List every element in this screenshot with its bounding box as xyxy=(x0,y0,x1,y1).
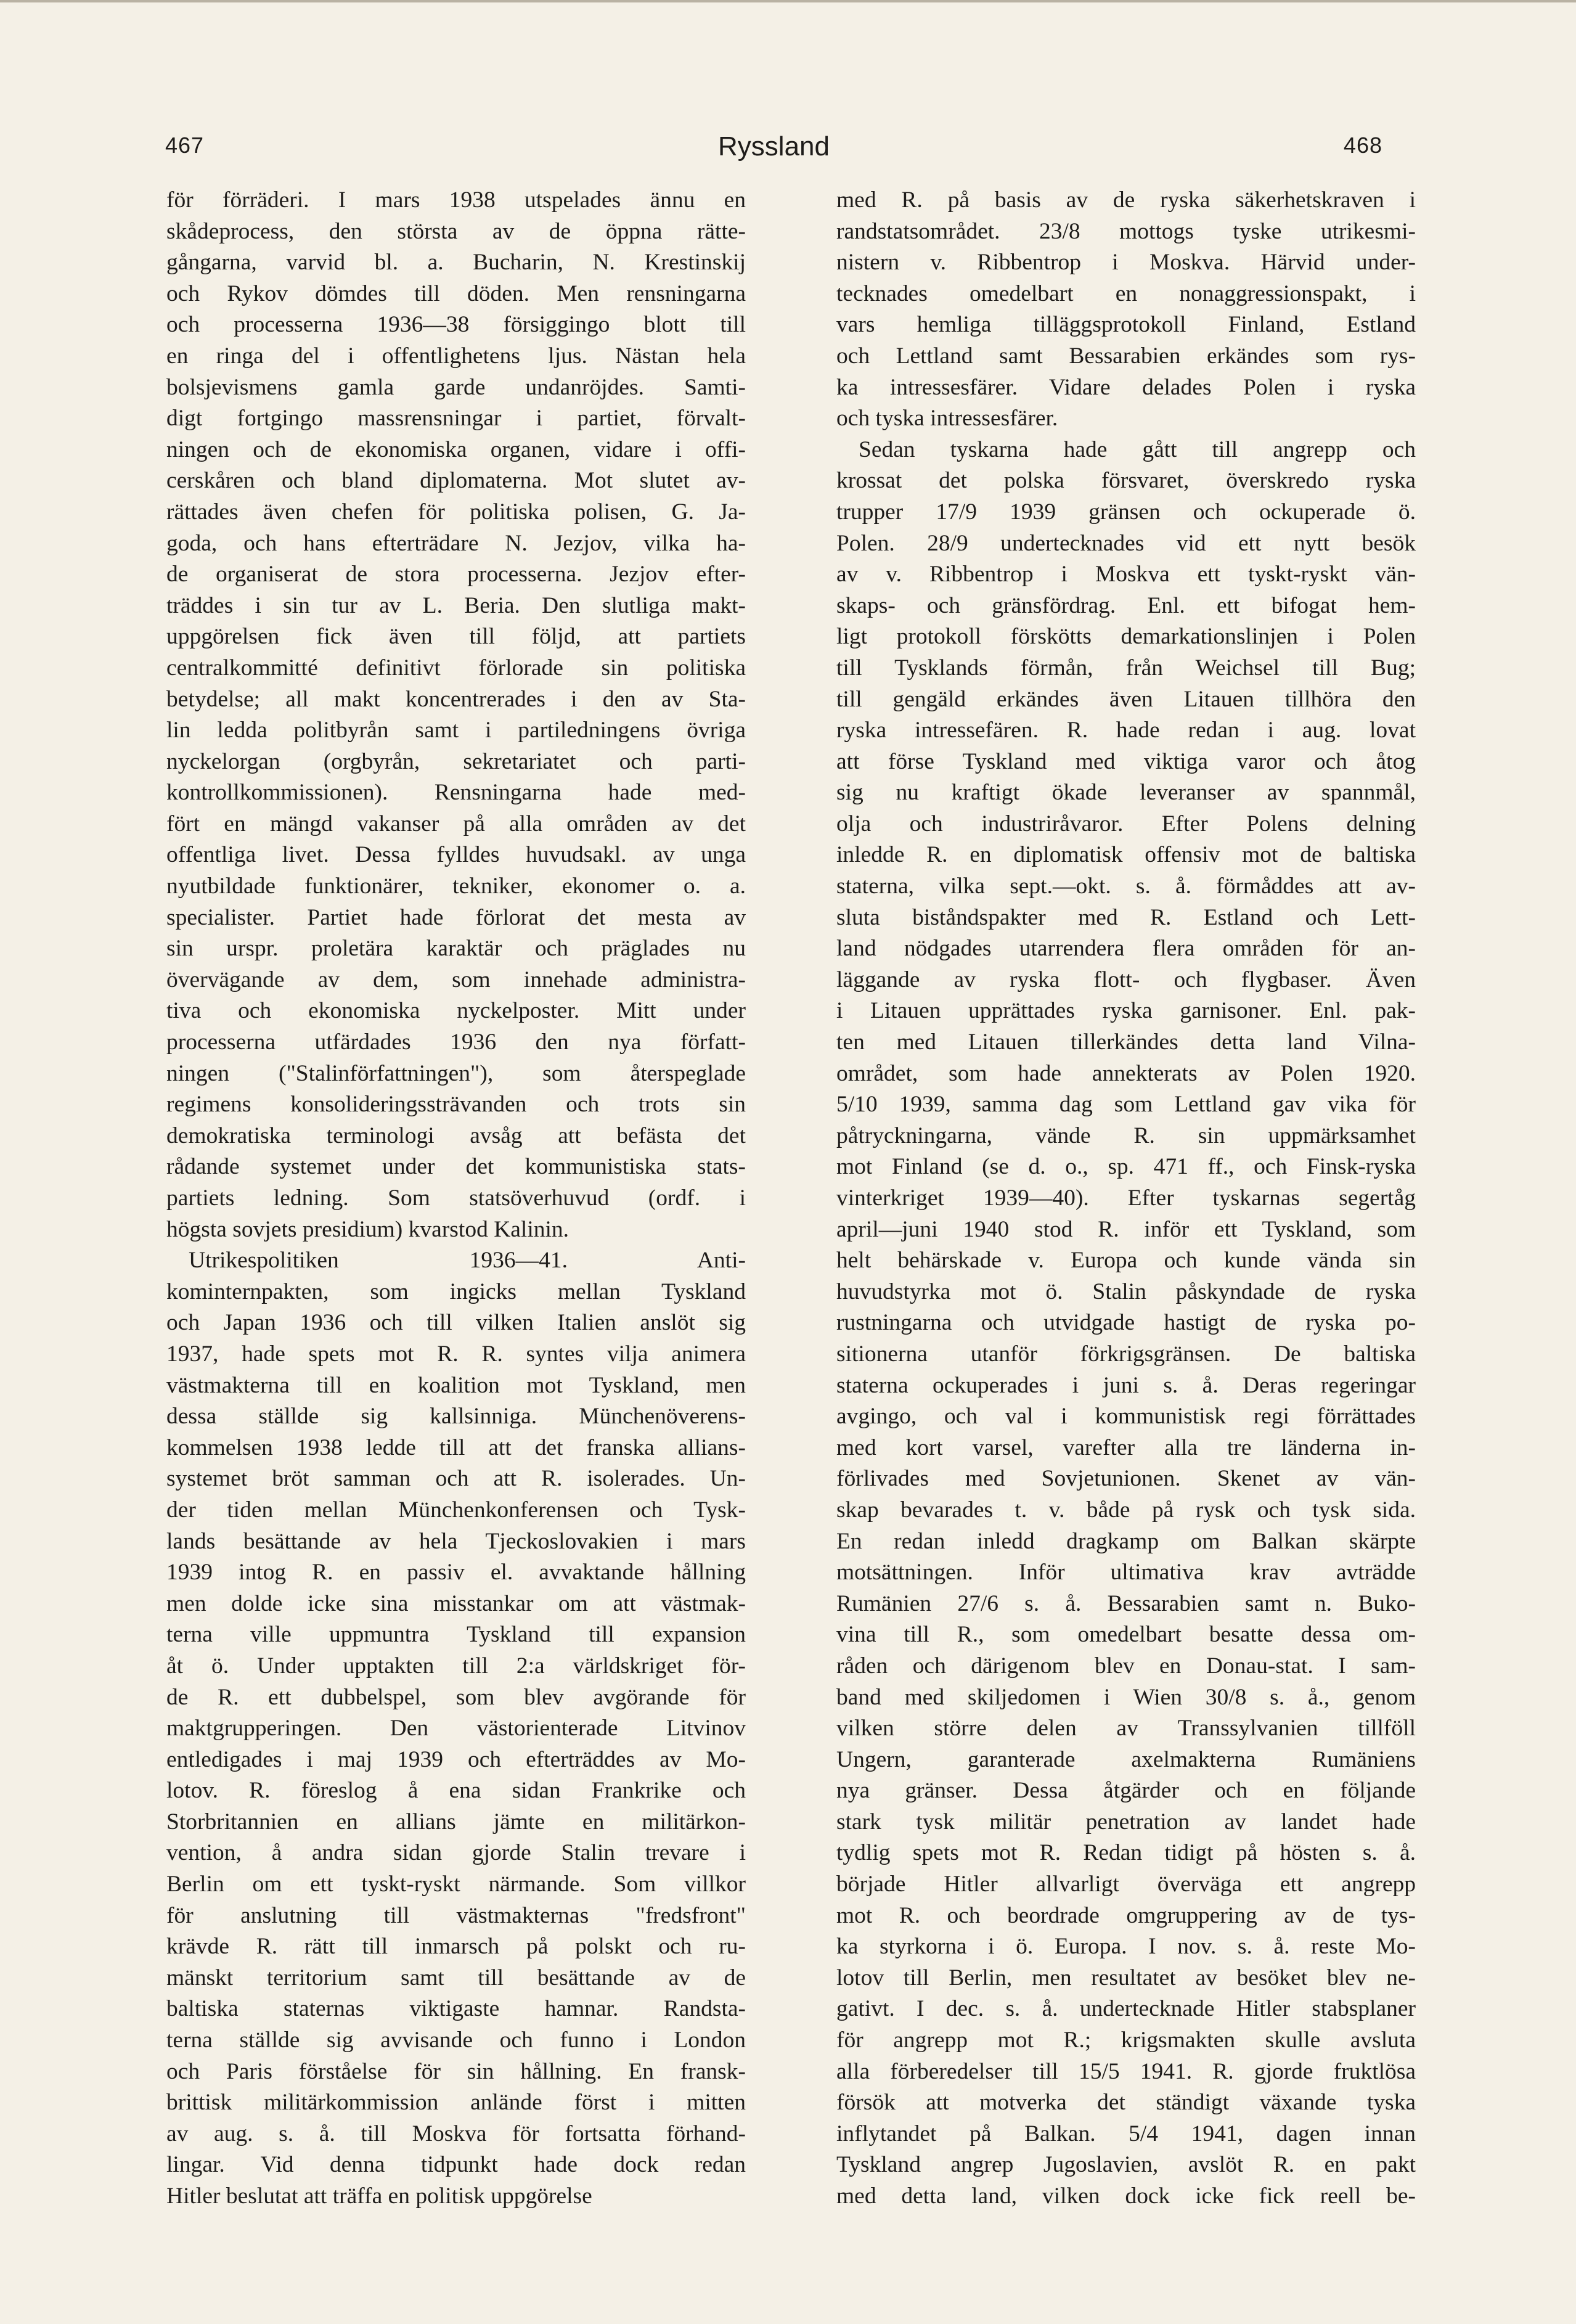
text-line: ka intressesfärer. Vidare delades Polen i ryska xyxy=(836,374,1416,400)
text-line: med kort varsel, varefter alla tre länderna in- xyxy=(836,1434,1416,1460)
text-line: huvudstyrka mot ö. Stalin påskyndade de ryska xyxy=(836,1279,1416,1304)
text-line: trupper 17/9 1939 gränsen och ockuperade ö. xyxy=(836,499,1416,525)
text-line: med R. på basis av de ryska säkerhetskraven i xyxy=(836,187,1416,213)
text-line: Hitler beslutat att träffa en politisk uppgörelse xyxy=(166,2183,592,2209)
text-line: baltiska staternas viktigaste hamnar. Randsta- xyxy=(166,1996,746,2022)
text-line: övervägande av dem, som innehade administra- xyxy=(166,967,746,992)
text-line: de R. ett dubbelspel, som blev avgörande för xyxy=(166,1684,746,1710)
text-line: goda, och hans efterträdare N. Jezjov, vilka ha- xyxy=(166,530,746,556)
text-line: krossat det polska försvaret, överskredo ryska xyxy=(836,468,1416,494)
text-line: ten med Litauen tillerkändes detta land Vilna- xyxy=(836,1029,1416,1055)
text-line: läggande av ryska flott- och flygbaser. Även xyxy=(836,967,1416,992)
text-line: med detta land, vilken dock icke fick reell be- xyxy=(836,2183,1416,2209)
text-line: lands besättande av hela Tjeckoslovakien i mars xyxy=(166,1528,746,1554)
text-line: vina till R., som omedelbart besatte dessa om- xyxy=(836,1622,1416,1648)
text-line: brittisk militärkommission anlände först i mitten xyxy=(166,2090,746,2116)
top-border-rule xyxy=(0,0,1576,2)
text-line: för anslutning till västmakternas "fredsfront" xyxy=(166,1902,746,1928)
text-line: av aug. s. å. till Moskva för fortsatta förhand- xyxy=(166,2121,746,2146)
text-line: motsättningen. Inför ultimativa krav avträdde xyxy=(836,1560,1416,1585)
text-line: förlivades med Sovjetunionen. Skenet av vän- xyxy=(836,1466,1416,1492)
left-text-column xyxy=(166,185,746,2212)
text-line: de organiserat de stora processerna. Jezjov efter- xyxy=(166,562,746,587)
text-line: kominternpakten, som ingicks mellan Tyskland xyxy=(166,1279,746,1304)
text-line: 1939 intog R. en passiv el. avvaktande hållning xyxy=(166,1560,746,1585)
text-line: av v. Ribbentrop i Moskva ett tyskt-ryskt vän- xyxy=(836,562,1416,587)
text-line: partiets ledning. Som statsöverhuvud (ordf. i xyxy=(166,1185,746,1211)
text-line: lin ledda politbyrån samt i partiledningens övriga xyxy=(166,718,746,743)
text-line: band med skiljedomen i Wien 30/8 s. å., genom xyxy=(836,1684,1416,1710)
text-line: påtryckningarna, vände R. sin uppmärksamhet xyxy=(836,1123,1416,1148)
text-line: att förse Tyskland med viktiga varor och åtog xyxy=(836,748,1416,774)
text-line: staterna, vilka sept.—okt. s. å. förmåddes att av- xyxy=(836,874,1416,899)
text-line: tecknades omedelbart en nonaggressionspakt, i xyxy=(836,280,1416,306)
text-line: skådeprocess, den största av de öppna rätte- xyxy=(166,218,746,244)
text-line: fört en mängd vakanser på alla områden av det xyxy=(166,811,746,837)
text-line: ningen och de ekonomiska organen, vidare i offi- xyxy=(166,436,746,462)
text-line: gångarna, varvid bl. a. Bucharin, N. Krestinskij xyxy=(166,250,746,276)
text-line: 5/10 1939, samma dag som Lettland gav vika för xyxy=(836,1092,1416,1118)
text-line: nistern v. Ribbentrop i Moskva. Härvid under- xyxy=(836,250,1416,276)
text-line: vinterkriget 1939—40). Efter tyskarnas segertåg xyxy=(836,1185,1416,1211)
text-line: och Rykov dömdes till döden. Men rensningarna xyxy=(166,280,746,306)
text-line: land nödgades utarrendera flera områden för an- xyxy=(836,936,1416,962)
text-line: och Japan 1936 och till vilken Italien anslöt sig xyxy=(166,1310,746,1336)
text-line: sin urspr. proletära karaktär och präglades nu xyxy=(166,936,746,962)
text-line: högsta sovjets presidium) kvarstod Kalinin. xyxy=(166,1216,570,1242)
text-line: offentliga livet. Dessa fylldes huvudsakl. av unga xyxy=(166,842,746,868)
text-line: tiva och ekonomiska nyckelposter. Mitt under xyxy=(166,998,746,1024)
text-line: 1937, hade spets mot R. R. syntes vilja animera xyxy=(166,1341,746,1367)
text-line: åt ö. Under upptakten till 2:a världskriget för- xyxy=(166,1653,746,1679)
text-line: försök att motverka det ständigt växande tyska xyxy=(836,2090,1416,2116)
text-line: och Lettland samt Bessarabien erkändes som rys- xyxy=(836,343,1416,369)
text-line: avgingo, och val i kommunistisk regi förrättades xyxy=(836,1404,1416,1430)
text-line: och processerna 1936—38 försiggingo blott till xyxy=(166,312,746,338)
page-header xyxy=(165,126,1382,170)
text-line: området, som hade annekterats av Polen 1920. xyxy=(836,1060,1416,1086)
text-line: digt fortgingo massrensningar i partiet, förvalt- xyxy=(166,406,746,432)
text-line: centralkommitté definitivt förlorade sin politiska xyxy=(166,655,746,681)
text-line: ryska intressefären. R. hade redan i aug. lovat xyxy=(836,718,1416,743)
page-number-left: 467 xyxy=(165,133,205,158)
text-line: processerna utfärdades 1936 den nya författ- xyxy=(166,1029,746,1055)
text-line: dessa ställde sig kallsinniga. Münchenöverens- xyxy=(166,1404,746,1430)
text-line: vilken större delen av Transsylvanien tillföll xyxy=(836,1716,1416,1741)
text-line: Sedan tyskarna hade gått till angrepp och xyxy=(859,436,1416,462)
text-line: till Tysklands förmån, från Weichsel till Bug; xyxy=(836,655,1416,681)
text-line: vars hemliga tilläggsprotokoll Finland, Estland xyxy=(836,312,1416,338)
text-line: tydlig spets mot R. Redan tidigt på hösten s. å. xyxy=(836,1840,1416,1866)
text-line: Tyskland angrep Jugoslavien, avslöt R. en pakt xyxy=(836,2152,1416,2178)
text-line: för förräderi. I mars 1938 utspelades ännu en xyxy=(166,187,746,213)
text-line: till gengäld erkändes även Litauen tillhöra den xyxy=(836,686,1416,712)
text-line: kommelsen 1938 ledde till att det franska allians- xyxy=(166,1434,746,1460)
text-line: randstatsområdet. 23/8 mottogs tyske utrikesmi- xyxy=(836,218,1416,244)
text-line: råden och därigenom blev en Donau-stat. I sam- xyxy=(836,1653,1416,1679)
text-line: lingar. Vid denna tidpunkt hade dock redan xyxy=(166,2152,746,2178)
text-line: specialister. Partiet hade förlorat det mesta av xyxy=(166,904,746,930)
text-line: Berlin om ett tyskt-ryskt närmande. Som villkor xyxy=(166,1872,746,1897)
text-line: träddes i sin tur av L. Beria. Den slutliga makt- xyxy=(166,592,746,618)
text-line: Utrikespolitiken 1936—41. Anti- xyxy=(189,1248,746,1274)
text-line: skaps- och gränsfördrag. Enl. ett bifogat hem- xyxy=(836,592,1416,618)
text-line: sluta biståndspakter med R. Estland och Lett- xyxy=(836,904,1416,930)
text-line: nyckelorgan (orgbyrån, sekretariatet och parti- xyxy=(166,748,746,774)
text-line: vention, å andra sidan gjorde Stalin trevare i xyxy=(166,1840,746,1866)
text-line: der tiden mellan Münchenkonferensen och Tysk- xyxy=(166,1497,746,1523)
text-line: började Hitler allvarligt överväga ett angrepp xyxy=(836,1872,1416,1897)
text-line: för angrepp mot R.; krigsmakten skulle avsluta xyxy=(836,2027,1416,2053)
text-line: rustningarna och utvidgade hastigt de ryska po- xyxy=(836,1310,1416,1336)
text-line: regimens konsolideringssträvanden och trots sin xyxy=(166,1092,746,1118)
running-title: Ryssland xyxy=(718,131,830,162)
text-line: betydelse; all makt koncentrerades i den av Sta- xyxy=(166,686,746,712)
text-line: skap bevarades t. v. både på rysk och tysk sida. xyxy=(836,1497,1416,1523)
text-line: lotov till Berlin, men resultatet av besöket blev ne- xyxy=(836,1965,1416,1991)
text-line: i Litauen upprättades ryska garnisoner. Enl. pak- xyxy=(836,998,1416,1024)
text-line: kontrollkommissionen). Rensningarna hade med- xyxy=(166,780,746,806)
text-line: april—juni 1940 stod R. inför ett Tyskland, som xyxy=(836,1216,1416,1242)
text-line: västmakterna till en koalition mot Tyskland, men xyxy=(166,1372,746,1398)
text-line: krävde R. rätt till inmarsch på polskt och ru- xyxy=(166,1934,746,1960)
text-line: sitionerna utanför förkrigsgränsen. De baltiska xyxy=(836,1341,1416,1367)
text-line: cerskåren och bland diplomaterna. Mot slutet av- xyxy=(166,468,746,494)
text-line: alla förberedelser till 15/5 1941. R. gjorde fruktlösa xyxy=(836,2058,1416,2084)
text-line: systemet bröt samman och att R. isolerades. Un- xyxy=(166,1466,746,1492)
text-line: Storbritannien en allians jämte en militärkon- xyxy=(166,1809,746,1835)
text-line: mänskt territorium samt till besättande av de xyxy=(166,1965,746,1991)
text-line: ligt protokoll förskötts demarkationslinjen i Polen xyxy=(836,624,1416,650)
text-line: staterna ockuperades i juni s. å. Deras regeringar xyxy=(836,1372,1416,1398)
text-line: olja och industriråvaror. Efter Polens delning xyxy=(836,811,1416,837)
text-line: lotov. R. föreslog å ena sidan Frankrike och xyxy=(166,1778,746,1804)
text-line: ningen ("Stalinförfattningen"), som återspeglade xyxy=(166,1060,746,1086)
text-line: Ungern, garanterade axelmakterna Rumäniens xyxy=(836,1746,1416,1772)
text-line: terna ställde sig avvisande och funno i London xyxy=(166,2027,746,2053)
text-line: terna ville uppmuntra Tyskland till expansion xyxy=(166,1622,746,1648)
text-line: och Paris förståelse för sin hållning. En fransk- xyxy=(166,2058,746,2084)
text-line: helt behärskade v. Europa och kunde vända sin xyxy=(836,1248,1416,1274)
text-line: bolsjevismens gamla garde undanröjdes. Samti- xyxy=(166,374,746,400)
text-line: demokratiska terminologi avsåg att befästa det xyxy=(166,1123,746,1148)
text-line: men dolde icke sina misstankar om att västmak- xyxy=(166,1590,746,1616)
page-number-right: 468 xyxy=(1343,133,1382,158)
text-line: Polen. 28/9 undertecknades vid ett nytt besök xyxy=(836,530,1416,556)
text-line: en ringa del i offentlighetens ljus. Nästan hela xyxy=(166,343,746,369)
right-text-column xyxy=(836,185,1416,2212)
text-line: rättades även chefen för politiska polisen, G. Ja- xyxy=(166,499,746,525)
text-line: entledigades i maj 1939 och efterträddes av Mo- xyxy=(166,1746,746,1772)
text-line: ka styrkorna i ö. Europa. I nov. s. å. reste Mo- xyxy=(836,1934,1416,1960)
text-line: nyutbildade funktionärer, tekniker, ekonomer o. a. xyxy=(166,874,746,899)
text-line: En redan inledd dragkamp om Balkan skärpte xyxy=(836,1528,1416,1554)
text-line: stark tysk militär penetration av landet hade xyxy=(836,1809,1416,1835)
text-line: sig nu kraftigt ökade leveranser av spannmål, xyxy=(836,780,1416,806)
text-line: inledde R. en diplomatisk offensiv mot de baltiska xyxy=(836,842,1416,868)
text-line: uppgörelsen fick även till följd, att partiets xyxy=(166,624,746,650)
text-line: rådande systemet under det kommunistiska stats- xyxy=(166,1154,746,1180)
text-line: maktgrupperingen. Den västorienterade Litvinov xyxy=(166,1716,746,1741)
text-line: mot R. och beordrade omgruppering av de tys- xyxy=(836,1902,1416,1928)
text-line: nya gränser. Dessa åtgärder och en följande xyxy=(836,1778,1416,1804)
text-line: mot Finland (se d. o., sp. 471 ff., och Finsk-ryska xyxy=(836,1154,1416,1180)
text-line: gativt. I dec. s. å. undertecknade Hitler stabsplaner xyxy=(836,1996,1416,2022)
text-line: Rumänien 27/6 s. å. Bessarabien samt n. Buko- xyxy=(836,1590,1416,1616)
text-line: och tyska intressesfärer. xyxy=(836,406,1058,432)
text-line: inflytandet på Balkan. 5/4 1941, dagen innan xyxy=(836,2121,1416,2146)
